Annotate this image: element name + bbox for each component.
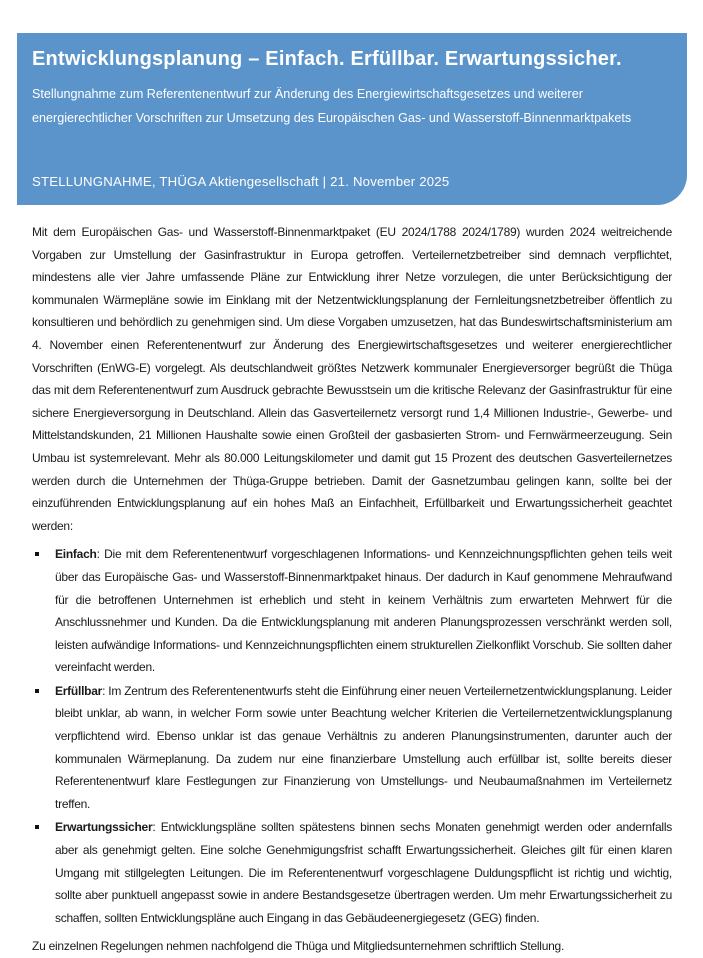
bullet-square-icon <box>35 825 39 829</box>
bullet-item-einfach <box>32 543 672 679</box>
bullet-lead-label: Erwartungssicher <box>55 820 153 835</box>
intro-paragraph: Mit dem Europäischen Gas- und Wasserstoff-Binnenmarktpaket (EU 2024/1788 2024/1789) wurden 2024 weitreichende Vorgaben zur Umstellung der Gasinfrastruktur in Europa getroffen. Verteilernetzbetreiber sind demnach verpflichtet, mindestens alle vier Jahre umfassende Pläne zur Entwicklung ihrer Netze vorzulegen, die unter Berücksichtigung der kommunalen Wärmepläne sowie im Einklang mit der Netzentwicklungsplanung der Fernleitungsnetzbetreiber öffentlich zu konsultieren und behördlich zu genehmigen sind. Um diese Vorgaben umzusetzen, hat das Bundeswirtschaftsministerium am 4. November einen Referentenentwurf zur Änderung des Energiewirtschaftsgesetzes und weiterer energierechtlicher Vorschriften (EnWG-E) vorgelegt. Als deutschlandweit größtes Netzwerk kommunaler Energieversorger begrüßt die Thüga das mit dem Referentenentwurf zum Ausdruck gebrachte Bewusstsein um die kritische Relevanz der Gasinfrastruktur für eine sichere Energieversorgung in Deutschland. Allein das Gasverteilernetz versorgt rund 1,4 Millionen Industrie-, Gewerbe- und Mittelstandskunden, 21 Millionen Haushalte sowie einen Großteil der gasbasierten Strom- und Fernwärmeerzeugung. Sein Umbau ist systemrelevant. Mehr als 80.000 Leitungskilometer und damit gut 15 Prozent des deutschen Gasverteilernetzes werden durch die Unternehmen der Thüga-Gruppe betrieben. Damit der Gasnetzumbau gelingen kann, sollte bei der einzuführenden Entwicklungsplanung auf ein hohes Maß an Einfachheit, Erfüllbarkeit und Erwartungssicherheit geachtet werden: <box>32 225 672 533</box>
bullet-lead-label: Erfüllbar <box>55 683 103 698</box>
document-header <box>17 33 687 205</box>
bullet-text: : Die mit dem Referentenentwurf vorgeschlagenen Informations- und Kennzeichnungspflichten gehen teils weit über das Europäische Gas- und Wasserstoff-Binnenmarktpaket hinaus. Der dadurch in Kauf genommene Mehraufwand für die betroffenen Unternehmen ist erheblich und steht in keinem Verhältnis zum erwarteten Mehrwert für die Anschlussnehmer und Kunden. Da die Entwicklungsplanung mit anderen Planungsprozessen verschränkt werden soll, leisten aufwändige Informations- und Kennzeichnungspflichten einem strukturellen Zielkonflikt Vorschub. Sie sollten daher vereinfacht werden. <box>55 547 672 675</box>
bullet-square-icon <box>35 689 39 693</box>
bullet-item-erfuellbar <box>32 680 672 816</box>
document-meta-line: STELLUNGNAHME, THÜGA Aktiengesellschaft | 21. November 2025 <box>32 174 450 189</box>
clipped-bottom-line: Zu einzelnen Regelungen nehmen nachfolgend die Thüga und Mitgliedsunternehmen schriftlich Stellung. <box>32 939 565 954</box>
bullet-item-erwartungssicher <box>32 816 672 929</box>
page-subtitle: Stellungnahme zum Referentenentwurf zur Änderung des Energiewirtschaftsgesetzes und weiterer energierechtlicher Vorschriften zur Umsetzung des Europäischen Gas- und Wasserstoff-Binnenmarktpakets <box>32 87 632 125</box>
bullet-lead-label: Einfach <box>55 547 97 562</box>
bullet-square-icon <box>35 552 39 556</box>
bullet-text: : Im Zentrum des Referentenentwurfs steht die Einführung einer neuen Verteilernetzentwicklungsplanung. Leider bleibt unklar, ab wann, in welcher Form sowie unter Beachtung welcher Kriterien die Verteilernetzentwicklungsplanung verpflichtend wird. Ebenso unklar ist das genaue Verhältnis zu anderen Planungsinstrumenten, darunter auch der kommunalen Wärmeplanung. Da zudem nur eine finanzierbare Umstellung auch erfüllbar ist, sollte bereits dieser Referentenentwurf klare Festlegungen zur Finanzierung von Umstellungs- und Neubaumaßnahmen im Verteilernetz treffen. <box>55 683 672 811</box>
page-title: Entwicklungsplanung – Einfach. Erfüllbar. Erwartungssicher. <box>32 48 622 70</box>
bullet-text: : Entwicklungspläne sollten spätestens binnen sechs Monaten genehmigt werden oder andernfalls aber als genehmigt gelten. Eine solche Genehmigungsfrist schafft Erwartungssicherheit. Gleiches gilt für einen klaren Umgang mit stillgelegten Leitungen. Die im Referentenentwurf vorgeschlagene Duldungspflicht ist richtig und wichtig, sollte aber punktuell angepasst sowie in andere Bestandsgesetze übertragen werden. Um mehr Erwartungssicherheit zu schaffen, sollten Entwicklungspläne auch Eingang in das Gebäudeenergiegesetz (GEG) finden. <box>55 820 672 925</box>
bullet-list <box>32 543 672 929</box>
document-body <box>32 221 672 958</box>
